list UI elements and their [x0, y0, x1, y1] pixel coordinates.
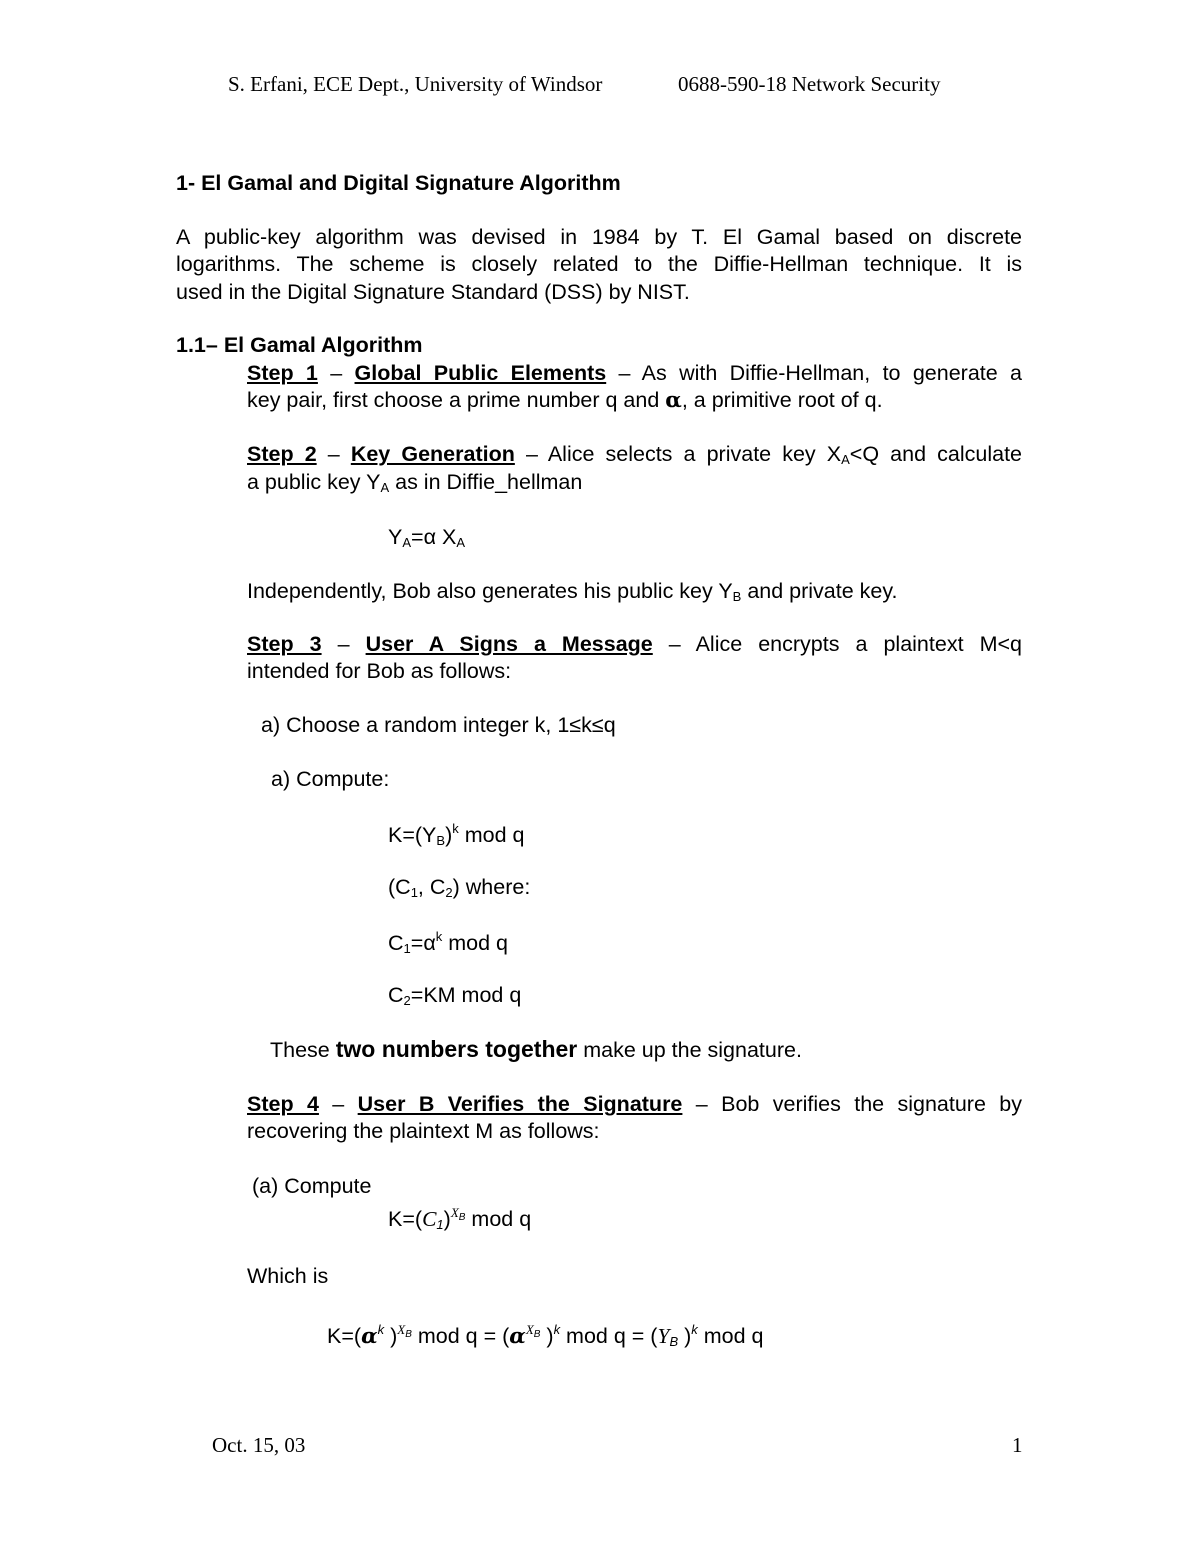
- eq-sup: k: [435, 929, 443, 944]
- step1-line-2: [247, 388, 883, 413]
- alpha-symbol: α: [665, 388, 682, 413]
- eq-sup: k: [691, 1322, 698, 1337]
- step1-line-1: [247, 361, 1022, 386]
- eq-y-sub: A: [402, 535, 412, 550]
- step2-line-2: [247, 470, 582, 495]
- eq-part: (C: [388, 875, 411, 899]
- eq-sup: X: [525, 1322, 534, 1337]
- eq-sup-sub: B: [405, 1329, 412, 1340]
- eq-part: C: [388, 983, 404, 1007]
- eq-sub: 1: [436, 1217, 444, 1232]
- eq-part: K=(Y: [388, 823, 437, 847]
- footer-date: Oct. 15, 03: [212, 1433, 306, 1457]
- step2-text-b: <Q and calculate: [849, 442, 1022, 466]
- eq-chain: [327, 1322, 763, 1349]
- step4-label: Step 4: [247, 1092, 319, 1116]
- intro-line-3: used in the Digital Signature Standard (DSS) by NIST.: [176, 280, 690, 304]
- step2-line2b: as in Diffie_hellman: [389, 470, 583, 494]
- page-header-left: S. Erfani, ECE Dept., University of Windsor: [228, 72, 603, 96]
- eq-part: K=(: [388, 1207, 423, 1231]
- sig-text: make up the signature.: [577, 1038, 802, 1062]
- signature-note: [270, 1036, 802, 1063]
- eq-sub: 1: [410, 885, 418, 900]
- step3-label: Step 3: [247, 632, 322, 656]
- eq-part: mod q = (: [411, 1324, 510, 1348]
- eq-part: =α: [410, 931, 436, 955]
- step4-name: User B Verifies the Signature: [357, 1092, 683, 1116]
- bob-keygen-text: [247, 579, 898, 604]
- sig-text: These: [270, 1038, 336, 1062]
- subsection-title: 1.1– El Gamal Algorithm: [176, 333, 423, 357]
- step4-line-2: recovering the plaintext M as follows:: [247, 1119, 600, 1143]
- eq-part: ): [443, 1207, 451, 1231]
- step4-line-1: [247, 1092, 1022, 1117]
- step2-line2-sub: A: [380, 480, 390, 495]
- eq-alpha: α: [361, 1324, 378, 1349]
- eq-c-pair: [388, 875, 530, 900]
- step1-line2a: key pair, first choose a prime number q and: [247, 388, 666, 412]
- step1-text: – As with Diffie-Hellman, to generate a: [606, 361, 1023, 385]
- step4-text: – Bob verifies the signature by: [682, 1092, 1023, 1116]
- bob-text-a: Independently, Bob also generates his public key Y: [247, 579, 733, 603]
- step3-text: – Alice encrypts a plaintext M<q: [652, 632, 1022, 656]
- eq-sup: k: [553, 1322, 561, 1337]
- step3-dash: –: [321, 632, 366, 656]
- step3-name: User A Signs a Message: [365, 632, 653, 656]
- eq-sup: k: [452, 821, 459, 836]
- eq-part: mod q: [697, 1324, 764, 1348]
- eq-sub: 2: [445, 885, 453, 900]
- step3-item-b: a) Compute:: [271, 767, 390, 791]
- page-number: 1: [1012, 1433, 1023, 1457]
- eq-y: Y: [657, 1324, 670, 1348]
- eq-y: Y: [388, 525, 403, 549]
- step4-item-a: (a) Compute: [252, 1174, 372, 1198]
- eq-part: C: [388, 931, 404, 955]
- eq-part: ): [678, 1324, 692, 1348]
- section-title: 1- El Gamal and Digital Signature Algorithm: [176, 171, 621, 195]
- eq-part: ): [540, 1324, 554, 1348]
- step2-dash: –: [316, 442, 351, 466]
- step3-item-a: a) Choose a random integer k, 1≤k≤q: [261, 713, 616, 737]
- step1-line2b: , a primitive root of q.: [681, 388, 883, 412]
- eq-sup: X: [397, 1322, 406, 1337]
- eq-sub: 2: [403, 993, 411, 1008]
- step4-dash: –: [318, 1092, 358, 1116]
- eq-part: =KM mod q: [410, 983, 522, 1007]
- bob-sub: B: [732, 589, 742, 604]
- eq-part: mod q: [458, 823, 525, 847]
- step2-text-a: – Alice selects a private key X: [514, 442, 842, 466]
- eq-part: ): [384, 1324, 398, 1348]
- sig-emphasis: two numbers together: [335, 1036, 578, 1062]
- eq-part: mod q = (: [560, 1324, 658, 1348]
- eq-part: ) where:: [452, 875, 531, 899]
- step2-label: Step 2: [247, 442, 317, 466]
- eq-sup-sub: B: [458, 1212, 466, 1223]
- eq-c1: [388, 929, 508, 956]
- step3-line-2: intended for Bob as follows:: [247, 659, 512, 683]
- step2-name: Key Generation: [350, 442, 515, 466]
- step1-label: Step 1: [247, 361, 318, 385]
- eq-c: C: [422, 1207, 437, 1231]
- eq-recover-key: [388, 1205, 531, 1232]
- step1-dash: –: [317, 361, 355, 385]
- eq-part: K=(: [327, 1324, 362, 1348]
- step1-name: Global Public Elements: [354, 361, 607, 385]
- eq-part: ): [445, 823, 453, 847]
- eq-sup: k: [377, 1322, 385, 1337]
- step2-line-1: [247, 442, 1022, 467]
- eq-part: , C: [417, 875, 446, 899]
- eq-sup: X: [450, 1205, 459, 1220]
- page-header-right: 0688-590-18 Network Security: [678, 72, 941, 96]
- public-key-equation: [388, 525, 465, 550]
- eq-part: mod q: [442, 931, 508, 955]
- step2-sub-a: A: [841, 452, 850, 467]
- intro-line-1: A public-key algorithm was devised in 1984 by T. El Gamal based on discrete: [176, 225, 1022, 249]
- eq-sub: B: [436, 833, 446, 848]
- eq-shared-key: [388, 821, 524, 848]
- step2-line2a: a public key Y: [247, 470, 381, 494]
- eq-x-sub: A: [456, 535, 465, 550]
- eq-sub: 1: [403, 941, 411, 956]
- step3-line-1: [247, 632, 1022, 657]
- eq-part: mod q: [465, 1207, 532, 1231]
- eq-sup-sub: B: [533, 1329, 541, 1340]
- eq-mid: =α X: [411, 525, 457, 549]
- eq-c2: [388, 983, 521, 1008]
- which-is-text: Which is: [247, 1264, 329, 1288]
- intro-line-2: logarithms. The scheme is closely related to the Diffie-Hellman technique. It is: [176, 252, 1022, 276]
- eq-alpha: α: [509, 1324, 526, 1349]
- eq-sub: B: [669, 1334, 679, 1349]
- bob-text-b: and private key.: [741, 579, 898, 603]
